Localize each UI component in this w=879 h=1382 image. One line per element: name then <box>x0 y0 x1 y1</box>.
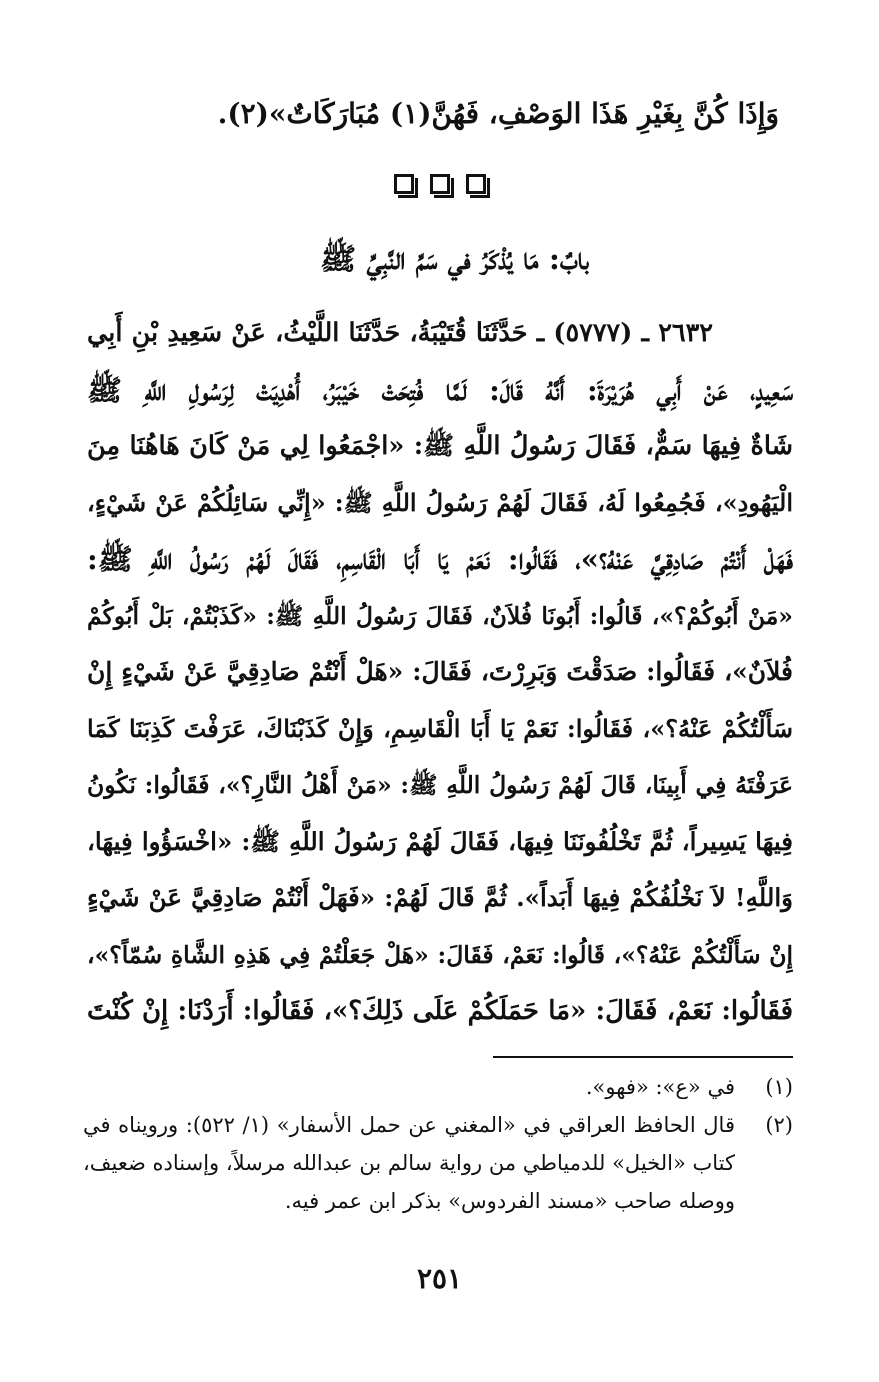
body-line: شَاةٌ فِيهَا سَمٌّ، فَقَالَ رَسُولُ اللَّهِ ﷺ: «اجْمَعُوا لِي مَنْ كَانَ هَاهُنَا مِنَ <box>87 431 793 461</box>
section-separator <box>0 174 879 194</box>
footnote-number: (٢) <box>765 1113 793 1137</box>
separator-square-icon <box>430 174 450 194</box>
footnote-line: كتاب «الخيل» للدمياطي من رواية سالم بن عبدالله مرسلاً، وإسناده ضعيف، <box>83 1151 735 1175</box>
carry-over-line: وَإِذَا كُنَّ بِغَيْرِ هَذَا الوَصْفِ، فَهُنَّ(١) مُبَارَكَاتٌ»(٢). <box>217 97 779 130</box>
footnotes <box>83 1068 793 1220</box>
body-line: فِيهَا يَسِيراً، ثُمَّ تَخْلُفُونَنَا فِيهَا، فَقَالَ لَهُمْ رَسُولُ اللَّهِ ﷺ: «اخْسَؤُوا فِيهَا، <box>87 826 793 856</box>
body-line: ٢٦٣٢ ـ (٥٧٧٧) ـ حَدَّثَنَا قُتَيْبَةُ، حَدَّثَنَا اللَّيْثُ، عَنْ سَعِيدِ بْنِ أَبِي <box>87 318 713 348</box>
footnote-line: قال الحافظ العراقي في «المغني عن حمل الأسفار» (١/ ٥٢٢): ورويناه في <box>83 1113 735 1137</box>
footnote-line: ووصله صاحب «مسند الفردوس» بذكر ابن عمر فيه. <box>284 1189 735 1213</box>
footnote <box>83 1106 793 1220</box>
footnote-number: (١) <box>765 1075 793 1099</box>
footnote-text <box>83 1106 735 1220</box>
body-line: فُلاَنٌ»، فَقَالُوا: صَدَقْتَ وَبَرِرْتَ، فَقَالَ: «هَلْ أَنْتُمْ صَادِقِيَّ عَنْ شَيْءٍ إِنْ <box>87 657 793 686</box>
footnote <box>83 1068 793 1106</box>
body-line: إِنْ سَأَلْتُكُمْ عَنْهُ؟»، قَالُوا: نَعَمْ، فَقَالَ: «هَلْ جَعَلْتُمْ فِي هَذِهِ الشَّاةِ سُمّاً؟»، <box>87 940 793 969</box>
body-line: فَهَلْ أَنْتُمْ صَادِقِيَّ عَنْهُ؟»، فَقَالُوا: نَعَمْ يَا أَبَا الْقَاسِمِ، فَقَالَ لَهُمْ رَسُولُ اللَّهِ ﷺ: <box>87 542 793 576</box>
body-line: فَقَالُوا: نَعَمْ، فَقَالَ: «مَا حَمَلَكُمْ عَلَى ذَلِكَ؟»، فَقَالُوا: أَرَدْنَا: إِنْ كُنْتَ <box>87 996 793 1026</box>
chapter-heading: بابٌ: مَا يُذْكَرُ في سَمِّ النَّبِيِّ ﷺ <box>319 242 589 277</box>
separator-square-icon <box>394 174 414 194</box>
footnote-divider <box>493 1056 793 1058</box>
separator-square-icon <box>466 174 486 194</box>
footnote-line: في «ع»: «فهو». <box>585 1075 735 1099</box>
body-line: سَأَلْتُكُمْ عَنْهُ؟»، فَقَالُوا: نَعَمْ يَا أَبَا الْقَاسِمِ، وَإِنْ كَذَبْنَاكَ، عَرَفْتَ كَذِبَنَا كَمَا <box>87 713 793 743</box>
footnote-text <box>83 1068 735 1106</box>
body-line: الْيَهُودِ»، فَجُمِعُوا لَهُ، فَقَالَ لَهُمْ رَسُولُ اللَّهِ ﷺ: «إِنِّي سَائِلُكُمْ عَنْ شَيْءٍ، <box>87 487 793 517</box>
body-line: سَعِيدٍ، عَنْ أَبِي هُرَيْرَةَ: أَنَّهُ قَالَ: لَمَّا فُتِحَتْ خَيْبَرُ، أُهْدِيَتْ لِرَسُولِ اللَّهِ ﷺ <box>87 372 793 407</box>
body-line: وَاللَّهِ! لاَ نَخْلُفُكُمْ فِيهَا أَبَداً». ثُمَّ قَالَ لَهُمْ: «فَهَلْ أَنْتُمْ صَادِقِيَّ عَنْ شَيْءٍ <box>87 883 793 912</box>
body-line: «مَنْ أَبُوكُمْ؟»، قَالُوا: أَبُونَا فُلاَنٌ، فَقَالَ رَسُولُ اللَّهِ ﷺ: «كَذَبْتُمْ، بَلْ أَبُوكُمْ <box>87 601 793 630</box>
body-line: عَرَفْتَهُ فِي أَبِينَا، قَالَ لَهُمْ رَسُولُ اللَّهِ ﷺ: «مَنْ أَهْلُ النَّارِ؟»، فَقَالُوا: نَكُونُ <box>87 771 793 799</box>
hadith-body <box>87 305 793 1040</box>
page-number: ٢٥١ <box>416 1262 463 1295</box>
